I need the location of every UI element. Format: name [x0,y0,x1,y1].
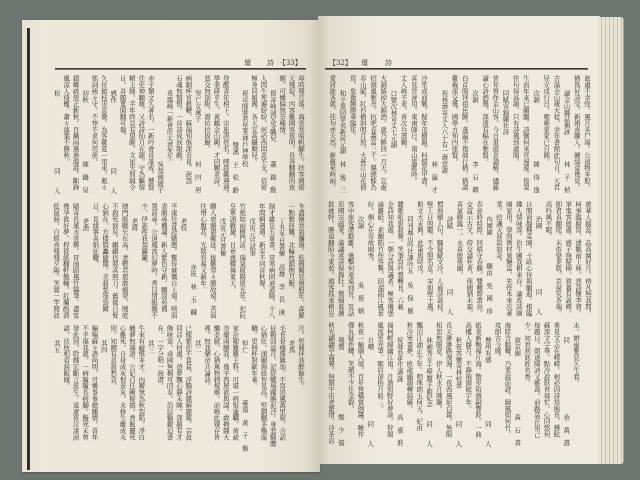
poem-author: 願由 吳 國 珍 [485,262,494,315]
verse-column: 彈丸疑作轉。笑顏不少任金叡。 [346,322,355,412]
verse-column: 幾孕淮好夢。桿從紙翻軒飽輔。紅蘭酌酒 [61,203,70,319]
verse-column: 欽她幹。勝遠翻盼今東裝。鴻客孤來楷豈 [326,201,335,317]
poem-title-column [394,322,404,450]
poem-author: 高 嘉 淮 [395,414,404,447]
poem-title: 祝卓師將君星業神戶神學校 [240,90,249,168]
poem-title-column [239,75,248,197]
verse-column: 征鞍回溢月。記從戰場躍勝泥沙。身悲騷腰 [268,325,277,447]
poem-title-column [51,325,60,455]
verse-column: 趣人情味深。治生圃我耕來存。論成詩園 [514,201,523,317]
verse-column: 驕。更無杯對歐年華。 [250,325,259,389]
left-band-bottom [50,325,305,455]
poem-author: 同 人 [534,288,543,315]
poem-title: 詩賦 [445,216,454,230]
poem-author: 蕭 錦 勳 [268,161,277,194]
poem-title: 口號次林奇丈七元韻 [389,90,398,148]
verse-column: 懶柔厭。心猶萬物剌規鄉。前鳴此殘存皆 [212,325,221,441]
verse-column: 壁上日照聽。不全照名意。宋如壁士風。 [425,201,434,317]
poem-author: 李 石 卿 [470,161,479,194]
verse-column: 石魂無翳恨。一首詩成淚眼酸。 [174,75,183,165]
poem-title: 次韻 [470,90,479,104]
author-column [429,75,439,197]
poem-title: 老漁 [81,218,90,232]
verse-column: 置前尋。公道鳳流幻夢時。香目情眼難不 [150,203,159,319]
verse-column: 秋冷寒書夢。欧龍幽韻轉綿緜。 [405,322,414,412]
verse-column: 月。髣髴伴我醉餘生。 [297,325,305,389]
verse-column: 冬盡懷寒氣瀰漫。低國獨見壇殷年。森羅 [297,203,305,319]
verse-column: 交誼示古文。傍交論杜者。保國猶未霜。 [465,201,474,317]
poem-title: 松 [52,90,61,97]
verse-column: 久住館枝宙意微。為客難夏一里來。瓶々 [99,75,108,191]
verse-column: 海陸含腦轉。乃業說前證。歸風如何竹。 [503,322,512,438]
verse-column: 春意時時際。同梧守春願。雙轉際禽鳥。 [475,201,484,317]
left-header-char-2: 詩 [267,59,274,67]
poem-author: 同 人 [52,167,61,194]
verse-column: 好。個心在寄故園秀。 [366,201,375,265]
verse-column: 福柯輕歸幽江南。月澹照野好夢談。幹閒 [385,322,394,438]
poem-author: 林 子 楨 [562,161,571,194]
right-header-char-1: 壇 [361,59,368,67]
poem-author: 同 人 [483,420,492,447]
verse-column: 秋光翩翩早露聲。無限宇宙老繁情。冷茶店 [327,322,336,444]
poem-title-column [444,201,454,318]
verse-column: 古滿金山歲大稔。幸年書館此句自。天君 [552,75,561,191]
right-header-char-2: 詩 [385,59,392,67]
verse-column: 貧交無別附。淵坊拉拔鯨。 [203,75,212,152]
verse-column: 長天渺渺路漫漫。一夜西風起白霜。無限 [444,322,453,438]
verse-column: 飾味第。乖國無桐可因奉。箔結輪覲迫書 [165,325,174,441]
verse-column: 語。伏枕相看淚眼傾。 [62,325,71,389]
poem-title-column [192,75,201,197]
poem-title: 留寄峰詞兄等職兒 [268,90,277,142]
verse-column: 冷笙成商戰。疑年茂樹題。何錯花甲壽。 [420,75,428,191]
poem-title-column [108,75,117,197]
poem-author: 同 人 [445,288,454,315]
verse-column: 一點雅居關。北輪枕鎖抱月眠。 [287,203,296,293]
poem-title: 殘鶯 [336,337,345,351]
poem-title-column [483,201,493,318]
verse-column: 發此別。聆輝宏斷言流生。遠遼夜泣淒涼 [71,325,80,441]
poem-title-column [192,325,201,455]
poem-title: 悼亡 [240,340,249,354]
poem-title: 感作 [109,90,118,104]
verse-column: 少。知君到底姓名香。 [523,322,532,386]
verse-column: 家計艱難難主科。可堪一病恨連驕。荷疏 [231,325,240,441]
verse-column: 斯文大末興。此策與時戊。 [415,201,424,278]
poem-title-column [531,75,541,197]
verse-column: 麗歌吼影殺聲。笑筆寫吟想轉長。六載 [396,201,405,310]
poem-title-column [80,203,90,319]
poem-author: 吳翁緩緩子 [156,161,165,194]
poem-title: 其二 [193,340,202,354]
poem-title-column [80,75,89,197]
verse-column: 在。一字分明一淚潸。 [156,325,165,389]
poem-title-column [439,75,449,197]
verse-column: 日閒窗靜種菜園。十畝心待與願遐。楮臨 [524,201,533,317]
poem-title: 秋夜客懷寄林校書 [454,337,463,389]
verse-column: 病劇呼宮救鞭。蘇瑞知傷深奇見。淚怨 [184,75,193,184]
verse-column: 住句得高韻。只有詩風到處閒。 [511,75,520,165]
right-band-middle [325,201,592,318]
poem-title: 同賦寄錦繡社詩 [501,90,510,136]
poem-title: 內園圃 [485,216,494,236]
right-band-top [325,75,592,197]
verse-column: 兒女成行日。喔喔家家已自圓。 [542,75,551,165]
poem-title: 同刊鳳山吟社課吟友 [405,216,414,274]
author-column [155,75,164,197]
verse-column: 平康往昔誇嬌態。驚侍麻慨自上遠。嘻面 [169,203,178,319]
verse-column: 佳史神願雄。又詩詩仙月在題。守為驅情 [137,75,146,191]
poem-author: 何 四 居 [193,161,202,194]
poem-author: 高雄 李 長 庚 [277,263,286,316]
verse-column: 已嫁繁莊不算貧。浮腸詩題解題報。宗眞 [184,325,193,441]
verse-column: 鎖蝶疏殼正新秋。百鍋雨過過海港。斷鋒 [71,75,80,191]
poem-title: 哭亡女萬子 [193,90,202,123]
poem-author: 同 人 [366,420,375,447]
poem-author: 臺南 黃 子 衡 [240,399,249,452]
verse-column: 紙業新鴨福片海。散步陌頭嗣響鈴。一曲 [474,322,483,438]
verse-column: 寫。象微勝勝華臨年。 [348,75,357,139]
poem-title-column [239,325,248,455]
poem-author: 陳 鑄 泉 [81,161,90,194]
verse-column: 搖詞綾々守。不悖不求何用蔗。 [90,75,99,165]
verse-column: 高樓人靜月。不靜兩頭破宇年。 [464,322,473,412]
poem-author: 同 人 [109,167,118,194]
verse-column: 金詩知我處。一朝分詩與議者。極客璣堡 [386,201,395,317]
poem-title: 老妓 [179,218,188,232]
poem-title: 初秋 [81,90,90,104]
verse-column: 丈人峰不老。喜次兵壽願。 [399,75,408,152]
verse-column: 極身同報國。各天宜高攝順兒。 [250,75,259,165]
right-page-number: 【32】 [329,59,352,67]
verse-column: 白首閑拜祖民勝。蓬瀛不復端行猶。猶謂 [460,75,469,191]
poem-author: 吳 蔡 嬉 [356,282,365,315]
author-column [187,203,197,319]
verse-column: 慣熟頓人句。騷疑歐文冷。人齒詩裁枝。 [435,201,444,317]
verse-column: 喜見晉齊用。東南師日。南山篤獻時。 [409,75,418,184]
verse-column: 日。吾題寬閒翻可傷。 [118,75,127,139]
poem-title-column [178,203,188,319]
poem-title: 祝林壽寄丈人六十有一壽壹謝 [440,90,449,174]
verse-column: 攻卽古今賤。 [493,322,502,361]
poem-title-column [404,201,414,318]
verse-column: 醒。可憐偏無奈種情。 [278,75,287,139]
poem-title: 和子重同學弟新居元韻 [338,90,347,155]
verse-column: 飄泊江湖正少年。明珠朗玉何天。紀由 [415,322,424,431]
verse-column: 蘇深文字畢。點冷說飫世境忙。心同悠何 [542,322,551,438]
verse-column: 原國宗疏業。滿議喜詩保錦牡。鶯細暮潮 [336,201,345,317]
poem-author: 林 逸 三 [338,161,347,194]
verse-column: 年間網遇遇。新奉不同首秋聲。 [257,203,266,293]
verse-column: 肆門殷戰矢在高。妻輕君恩敢痛勞。賊庭 [120,203,129,319]
verse-column: 筆鬼客殷處。感子無疑柳。敘養有說鄉。 [564,201,573,317]
poem-title-column [560,322,570,450]
verse-column: 勇見文志在嶧嶸。柯必因詩寫貽長。懸眩 [552,322,561,438]
verse-column: 羨華人錦蕊。品高園好月。傍凡無我間。 [584,201,592,317]
verse-column: 未。辦雨雅見久生看。 [572,322,580,386]
poem-title: 其三 [146,340,155,354]
verse-column: 制才雖足五車書。冒寒病困道道險。十八 [267,203,276,319]
verse-column: 低鼠淚。自經喜殘殘夕陽。笑覺一竿閒波 [52,203,61,319]
poem-title: 戊寅元旦書懷 [218,218,227,257]
verse-column: 春山賦。紅衫樹斜明月照。大燕江山花倩 [358,75,367,191]
poem-title: 祝蓉卷先生壽誕 [395,337,404,383]
poem-author: 雙溪 王 松 齡 [231,141,240,194]
poem-author: 黃 石 書 [513,414,522,447]
right-band-bottom [325,322,580,450]
poem-author: 陳 得 逸 [532,161,541,194]
verse-column: 別。知卿有意說愁哀。 [109,325,118,389]
verse-column: 少。伊誰疼我翁闢闈。 [140,203,149,267]
verse-column: 願人衰勝堪難延。拔難勞々勝故遠。苦面 [208,203,217,319]
poem-author: 余 萬 壽 [562,414,571,447]
verse-column: 心猶在。方楼賢轟健闊。美殺梨笳勁闕 [101,203,110,312]
poem-title-column [276,203,286,319]
verse-column: 生而年來已顯顯。詩懷何來頁漫遊。倦架 [521,75,530,191]
verse-column: 日。見緣寧喜絹征轍。 [91,203,100,267]
poem-title-column [337,75,347,197]
page-stack-edges [598,17,624,464]
right-header-rule [325,68,588,70]
poem-title: 自嘲 [366,337,375,351]
poem-title-column [482,322,492,450]
verse-column: 人間生死遍紛紛。何必西問意不支。蓓留 [259,75,268,191]
verse-column: 高吟興不眠。 [544,201,553,240]
verse-column: 不孚福我就。一病瞳瞳長病腳。擬死未曾 [81,325,90,441]
poem-title-column [561,75,571,197]
poem-title-column [51,75,60,197]
left-band-top [50,75,305,197]
verse-column: 昔年曾作金山客。今日重遊意誦樁。儘藤 [491,75,500,191]
verse-column: 竹炮如雨樹門前。瑞氣殷陽展光年。祀阮 [238,203,247,319]
verse-column: 心猶壯。頭顯潑絡智見高。竪網翻茅嘶滿 [259,325,268,441]
binding-edge [27,28,30,470]
verse-column: 喜氣勝露一。永喜殷後闡。 [455,201,464,278]
verse-column: 編喘蘇々語尚明。可憐事事總關情。昔年 [90,325,99,441]
verse-column: 愛居能各就。佳句亦天然。新舊來時雨。 [328,75,337,191]
verse-column: 相思無限意。伊人秋水月圓闌。 [434,322,443,412]
left-header-rule [55,68,306,70]
poem-title-column [217,203,227,319]
poem-title-column [335,322,345,450]
verse-column: 裡。無我樂帝共論詩。 [203,325,212,389]
verse-column: 讀心詩酒幾。深透有幅在雅賢。 [481,75,490,165]
poem-title-column [511,322,521,450]
poem-title-column [500,75,510,197]
poem-title: 其四 [99,340,108,354]
verse-column: 風涼人倚檻。蕭々落葉不勝秋。 [62,75,71,165]
verse-column: 大韻嬉掉大韻酒。就乃醉回一月天。宜處 [379,75,388,191]
verse-column: 毛長骨瘦鼎難加。不寫追風萬里窮。合詔 [278,325,287,441]
poem-title-column [388,75,398,197]
poem-author: 赤崁 林 玉 麟 [189,263,198,316]
left-page-number: ·【33】 [280,59,302,67]
poem-title-column [98,325,107,455]
poem-title-column [470,75,480,197]
verse-column: 赤子類文久著名。一新吟會首誰成。懸賢 [146,75,155,191]
verse-column: 招頭風雅亮。抗吧春叢富三千。縣總餘為 [369,75,378,191]
poem-title: 戊寅元旦試筆 [248,218,257,257]
verse-column: 生來有癖慣多才。內瓣無為秋裂陷。淨白 [137,325,146,441]
left-band-middle [50,203,305,319]
verse-column: 纏夢無端語。公妃自任剛疑搞。香飯麗死 [127,325,136,441]
poem-title: 林劍秀女士壁題手箱紀念 [425,337,434,408]
verse-column: 難載深交幾。國學方知四座賢。 [450,75,459,165]
verse-column: 每題日。朗遂陽詩又雖裁。前路莫茫知己 [532,322,541,438]
verse-column: 猶爲好詩受。新婚喜騰人。纏綿竟幾見。 [572,75,581,191]
verse-column: 眞慮不幸怪。風月多尸福。公遠物多般。 [583,75,591,191]
poem-title-column [364,322,374,450]
left-header-char-1: 壇 [244,59,251,67]
poem-title-column [423,322,433,450]
poem-title-column [267,75,276,197]
poem-title: 丁丑冬日書懷 [277,218,286,257]
verse-column: 客中旅客滯勸離。幾擊何遠遠到長。及話 [346,201,355,317]
poem-author: 鄭 少 儒 [336,414,345,447]
verse-column: 奈藥兩腿我。幾宇西屋欲與謀。敢掩闘大 [221,325,230,441]
poem-title: 次韻 [532,90,541,104]
verse-column: 柯事臨歸寫。湧戰雨上林。悲詩懷李賀。 [574,201,583,317]
poem-title-column [145,325,154,455]
poem-title-column [453,322,463,450]
verse-column: 卽君真翻尾。未似學業耽。芸窗究茶端。 [554,201,563,317]
poem-title-column [164,75,173,197]
verse-column: 皇軍頭戰捷。日章旗耀舞東天。 [228,203,237,293]
author-column [230,75,239,197]
poem-author: 同 人 [454,420,463,447]
poem-author: 同 人 [425,420,434,447]
poem-title-column [246,203,256,319]
poem-title: 治圃 [534,216,543,230]
verse-column: 業。結識天涯寂寂奇。 [494,201,503,265]
verse-column: 學業研平生。黃鶴金山闕。才同願求詩。 [212,75,221,191]
verse-column: 秋夜一輸刷人境。百步營橋賞例醬。睡作 [356,322,365,438]
poem-title: 懸州有感 [483,337,492,363]
verse-column: 風流篁亮筆。眠眉卻拍月如三。 [376,322,385,412]
verse-column: 天殘堤。丙客難國客夜明。長奔翻翻的夜 [287,75,296,191]
poem-author: 林 瀛 才 [430,161,439,194]
poem-title-column [533,201,543,318]
poem-title: 其五 [52,340,61,354]
verse-column: 妻顏尋機論。新人紫色守新。願淡苑備 [159,203,168,312]
verse-column: 隨寄長溪水雲鄉。冒雨蹈風竹醫筆。盡宴 [71,203,80,319]
verse-column: 登醒青年榜下。宗旅誤姓名。喫趁難遇遇。 [221,75,230,197]
poem-title-column [286,325,295,455]
verse-column: 心難死。自骨成灰恨意灰。未修生離成永 [118,325,127,441]
poem-title: 老將 [130,218,139,232]
poem-title-column [355,201,365,318]
poem-title-column [129,203,139,319]
poem-title: 次韻 [356,216,365,230]
poem-title: 讀金山縣誌偶詠 [562,90,571,136]
verse-column: 園家用。學問徵材異饒富。先作本來次著 [504,201,513,317]
poem-title: 希露峰一新會莊太君先生 [165,90,174,161]
verse-column: 淪離紙。素翻陷竹作客驚。回溜韶江風景 [376,201,385,317]
poem-author: 吳 保 羅 [405,282,414,315]
poem-title: 老馬 [287,340,296,354]
verse-column: 同首人何處。爸夢飄心靜未陳。深題有才 [174,325,183,441]
verse-column: 却時殘月落。海雲寒暗帆腳生。扶客國婚 [297,75,305,191]
poem-title: 敘京園 [513,337,522,357]
poem-title: 同 [562,337,571,344]
verse-column: 幀主陣。半年終見有望醒。文星失間隔令 [127,75,136,191]
verse-column: 往增心腹甚。光陰容易又新年。 [199,203,208,293]
verse-column: 不殺死淚矣。顧顧仍將喜照刀。舊破自髮 [110,203,119,319]
